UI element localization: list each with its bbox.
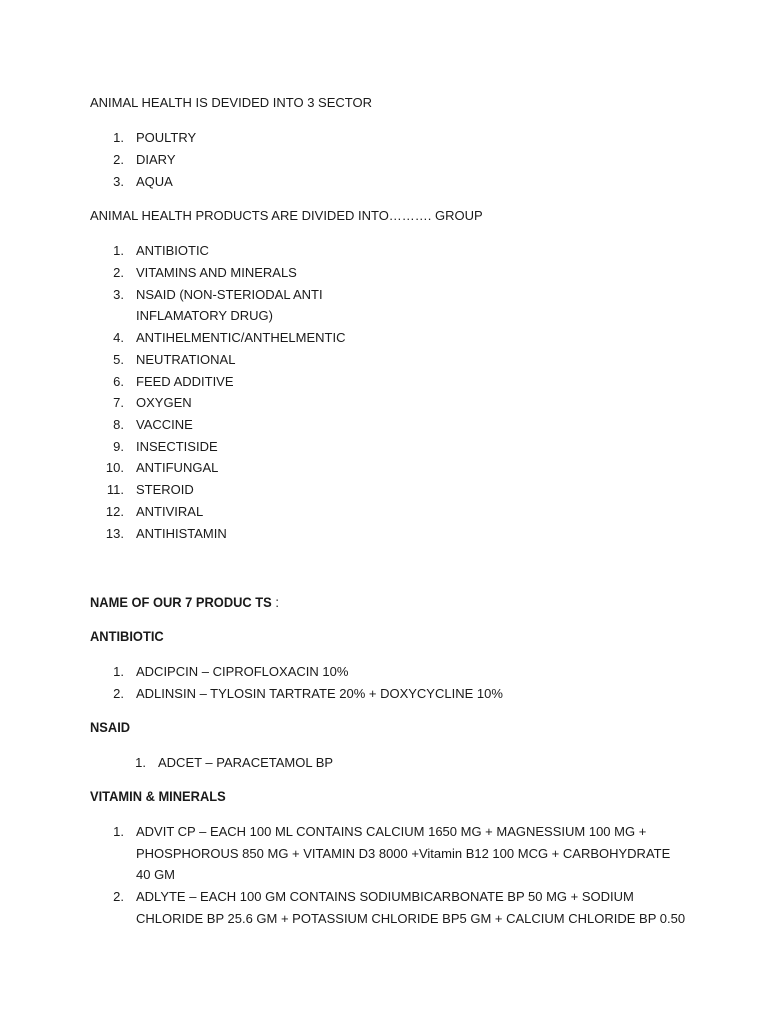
list-text: ADLINSIN – TYLOSIN TARTRATE 20% + DOXYCYCLINE 10% bbox=[136, 686, 503, 701]
sector-intro: ANIMAL HEALTH IS DEVIDED INTO 3 SECTOR bbox=[90, 95, 372, 110]
list-number: 1. bbox=[113, 243, 124, 258]
list-number: 1. bbox=[113, 824, 124, 839]
list-text: ADVIT CP – EACH 100 ML CONTAINS CALCIUM 1650 MG + MAGNESSIUM 100 MG + bbox=[136, 824, 647, 839]
vitamin-heading: VITAMIN & MINERALS bbox=[90, 788, 226, 804]
list-number: 10. bbox=[105, 460, 124, 475]
list-text: STEROID bbox=[136, 482, 194, 497]
nsaid-heading: NSAID bbox=[90, 719, 131, 735]
list-text: CHLORIDE BP 25.6 GM + POTASSIUM CHLORIDE BP5 GM + CALCIUM CHLORIDE BP 0.50 bbox=[136, 911, 686, 926]
list-text: POULTRY bbox=[136, 130, 197, 145]
list-number: 2. bbox=[113, 265, 124, 280]
list-text: ANTIVIRAL bbox=[136, 504, 204, 519]
list-number: 13. bbox=[105, 526, 124, 541]
list-text: ANTIBIOTIC bbox=[136, 243, 209, 258]
list-number: 4. bbox=[113, 330, 124, 345]
list-number: 5. bbox=[113, 352, 124, 367]
list-number: 12. bbox=[105, 504, 124, 519]
list-text: ANTIFUNGAL bbox=[136, 460, 219, 475]
products-heading bbox=[90, 594, 279, 610]
list-text: INFLAMATORY DRUG) bbox=[136, 308, 274, 323]
list-number: 2. bbox=[113, 889, 124, 904]
list-text: ANTIHISTAMIN bbox=[136, 526, 227, 541]
list-text: NSAID (NON-STERIODAL ANTI bbox=[136, 287, 323, 302]
list-number: 2. bbox=[113, 686, 124, 701]
list-number: 3. bbox=[113, 174, 124, 189]
list-text: NEUTRATIONAL bbox=[136, 352, 236, 367]
groups-intro: ANIMAL HEALTH PRODUCTS ARE DIVIDED INTO………. GROUP bbox=[90, 208, 483, 223]
list-number: 1. bbox=[135, 755, 146, 770]
list-text: ADLYTE – EACH 100 GM CONTAINS SODIUMBICARBONATE BP 50 MG + SODIUM bbox=[136, 889, 634, 904]
list-text: ADCET – PARACETAMOL BP bbox=[158, 755, 334, 770]
list-number: 1. bbox=[113, 130, 124, 145]
products-heading-text: NAME OF OUR 7 PRODUC TS bbox=[90, 594, 272, 610]
list-number: 8. bbox=[113, 417, 124, 432]
list-number: 11. bbox=[106, 482, 124, 497]
list-number: 3. bbox=[113, 287, 124, 302]
list-text: 40 GM bbox=[136, 867, 176, 882]
list-number: 9. bbox=[113, 439, 124, 454]
list-number: 1. bbox=[113, 664, 124, 679]
list-number: 2. bbox=[113, 152, 124, 167]
list-text: DIARY bbox=[136, 152, 176, 167]
list-text: INSECTISIDE bbox=[136, 439, 218, 454]
list-text: OXYGEN bbox=[136, 395, 192, 410]
list-text: VACCINE bbox=[136, 417, 193, 432]
list-text: PHOSPHOROUS 850 MG + VITAMIN D3 8000 +Vitamin B12 100 MCG + CARBOHYDRATE bbox=[136, 846, 671, 861]
antibiotic-heading: ANTIBIOTIC bbox=[90, 628, 164, 644]
list-text: AQUA bbox=[136, 174, 173, 189]
list-text: ADCIPCIN – CIPROFLOXACIN 10% bbox=[136, 664, 349, 679]
products-heading-colon: : bbox=[275, 594, 279, 610]
list-text: FEED ADDITIVE bbox=[136, 374, 234, 389]
list-number: 7. bbox=[113, 395, 124, 410]
list-number: 6. bbox=[113, 374, 124, 389]
list-text: VITAMINS AND MINERALS bbox=[136, 265, 297, 280]
list-text: ANTIHELMENTIC/ANTHELMENTIC bbox=[136, 330, 346, 345]
